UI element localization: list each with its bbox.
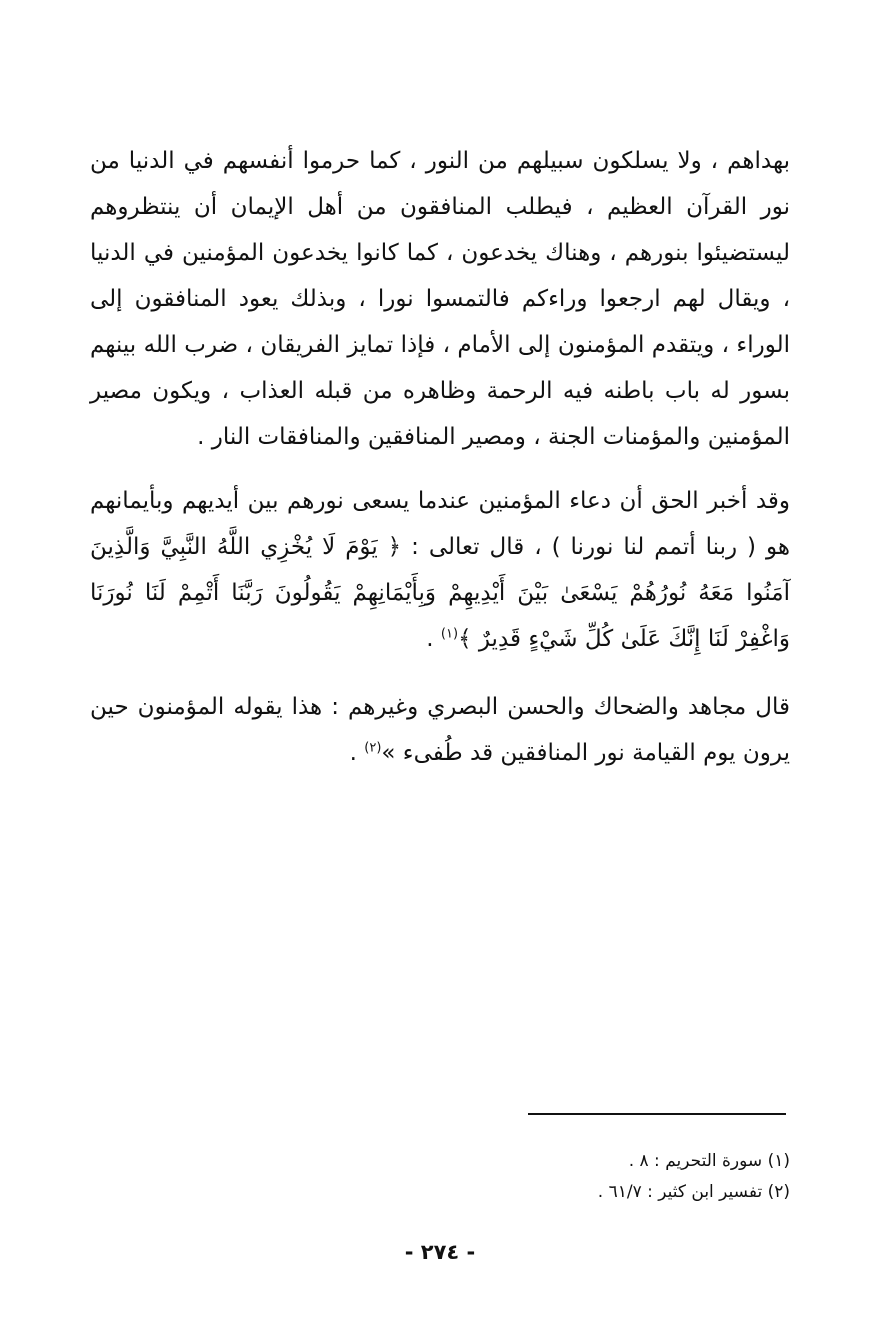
body-paragraph-1 xyxy=(90,138,790,460)
paragraph-2-end: . xyxy=(426,626,441,652)
footnote-2: (٢) تفسير ابن كثير : ٦١/٧ . xyxy=(597,1182,790,1202)
body-paragraph-3 xyxy=(90,684,790,776)
page-number: - ٢٧٤ - xyxy=(404,1240,476,1264)
footnotes-list xyxy=(440,1146,790,1208)
paragraph-3-text: قال مجاهد والضحاك والحسن البصري وغيرهم : هذا يقوله المؤمنون حين يرون يوم القيامة نور المنافقين قد طُفىء » xyxy=(90,694,790,766)
paragraph-2-intro: وقد أخبر الحق أن دعاء المؤمنين عندما يسعى نورهم بين أيديهم وبأيمانهم هو ( ربنا أتمم لنا نورنا ) ، قال تعالى : xyxy=(90,488,790,560)
body-paragraph-2 xyxy=(90,478,790,662)
footnote-ref-1: (١) xyxy=(440,626,459,642)
paragraph-1-text: بهداهم ، ولا يسلكون سبيلهم من النور ، كما حرموا أنفسهم في الدنيا من نور القرآن العظيم ، فيطلب المنافقون من أهل الإيمان أن ينتظروهم ليستضيئوا بنورهم ، وهناك يخدعون ، كما كانوا يخدعون المؤمنين في الدنيا ، ويقال لهم ارجعوا وراءكم فالتمسوا نورا ، وبذلك يعود المنافقون إلى الوراء ، ويتقدم المؤمنون إلى الأمام ، فإذا تمايز الفريقان ، ضرب الله بينهم بسور له باب باطنه فيه الرحمة وظاهره من قبله العذاب ، ويكون مصير المؤمنين والمؤمنات الجنة ، ومصير المنافقين والمنافقات النار . xyxy=(90,148,790,450)
paragraph-3-end: . xyxy=(349,740,365,766)
footnote-1: (١) سورة التحريم : ٨ . xyxy=(628,1151,790,1171)
footnote-ref-2: (٢) xyxy=(364,740,382,756)
quran-verse: ﴿ يَوْمَ لَا يُخْزِي اللَّهُ النَّبِيَّ وَالَّذِينَ آمَنُوا مَعَهُ نُورُهُمْ يَسْعَىٰ بَيْنَ أَيْدِيهِمْ وَبِأَيْمَانِهِمْ يَقُولُونَ رَبَّنَا أَتْمِمْ لَنَا نُورَنَا وَاغْفِرْ لَنَا إِنَّكَ عَلَىٰ كُلِّ شَيْءٍ قَدِيرٌ ﴾ xyxy=(90,534,790,652)
footnote-separator xyxy=(528,1113,786,1115)
